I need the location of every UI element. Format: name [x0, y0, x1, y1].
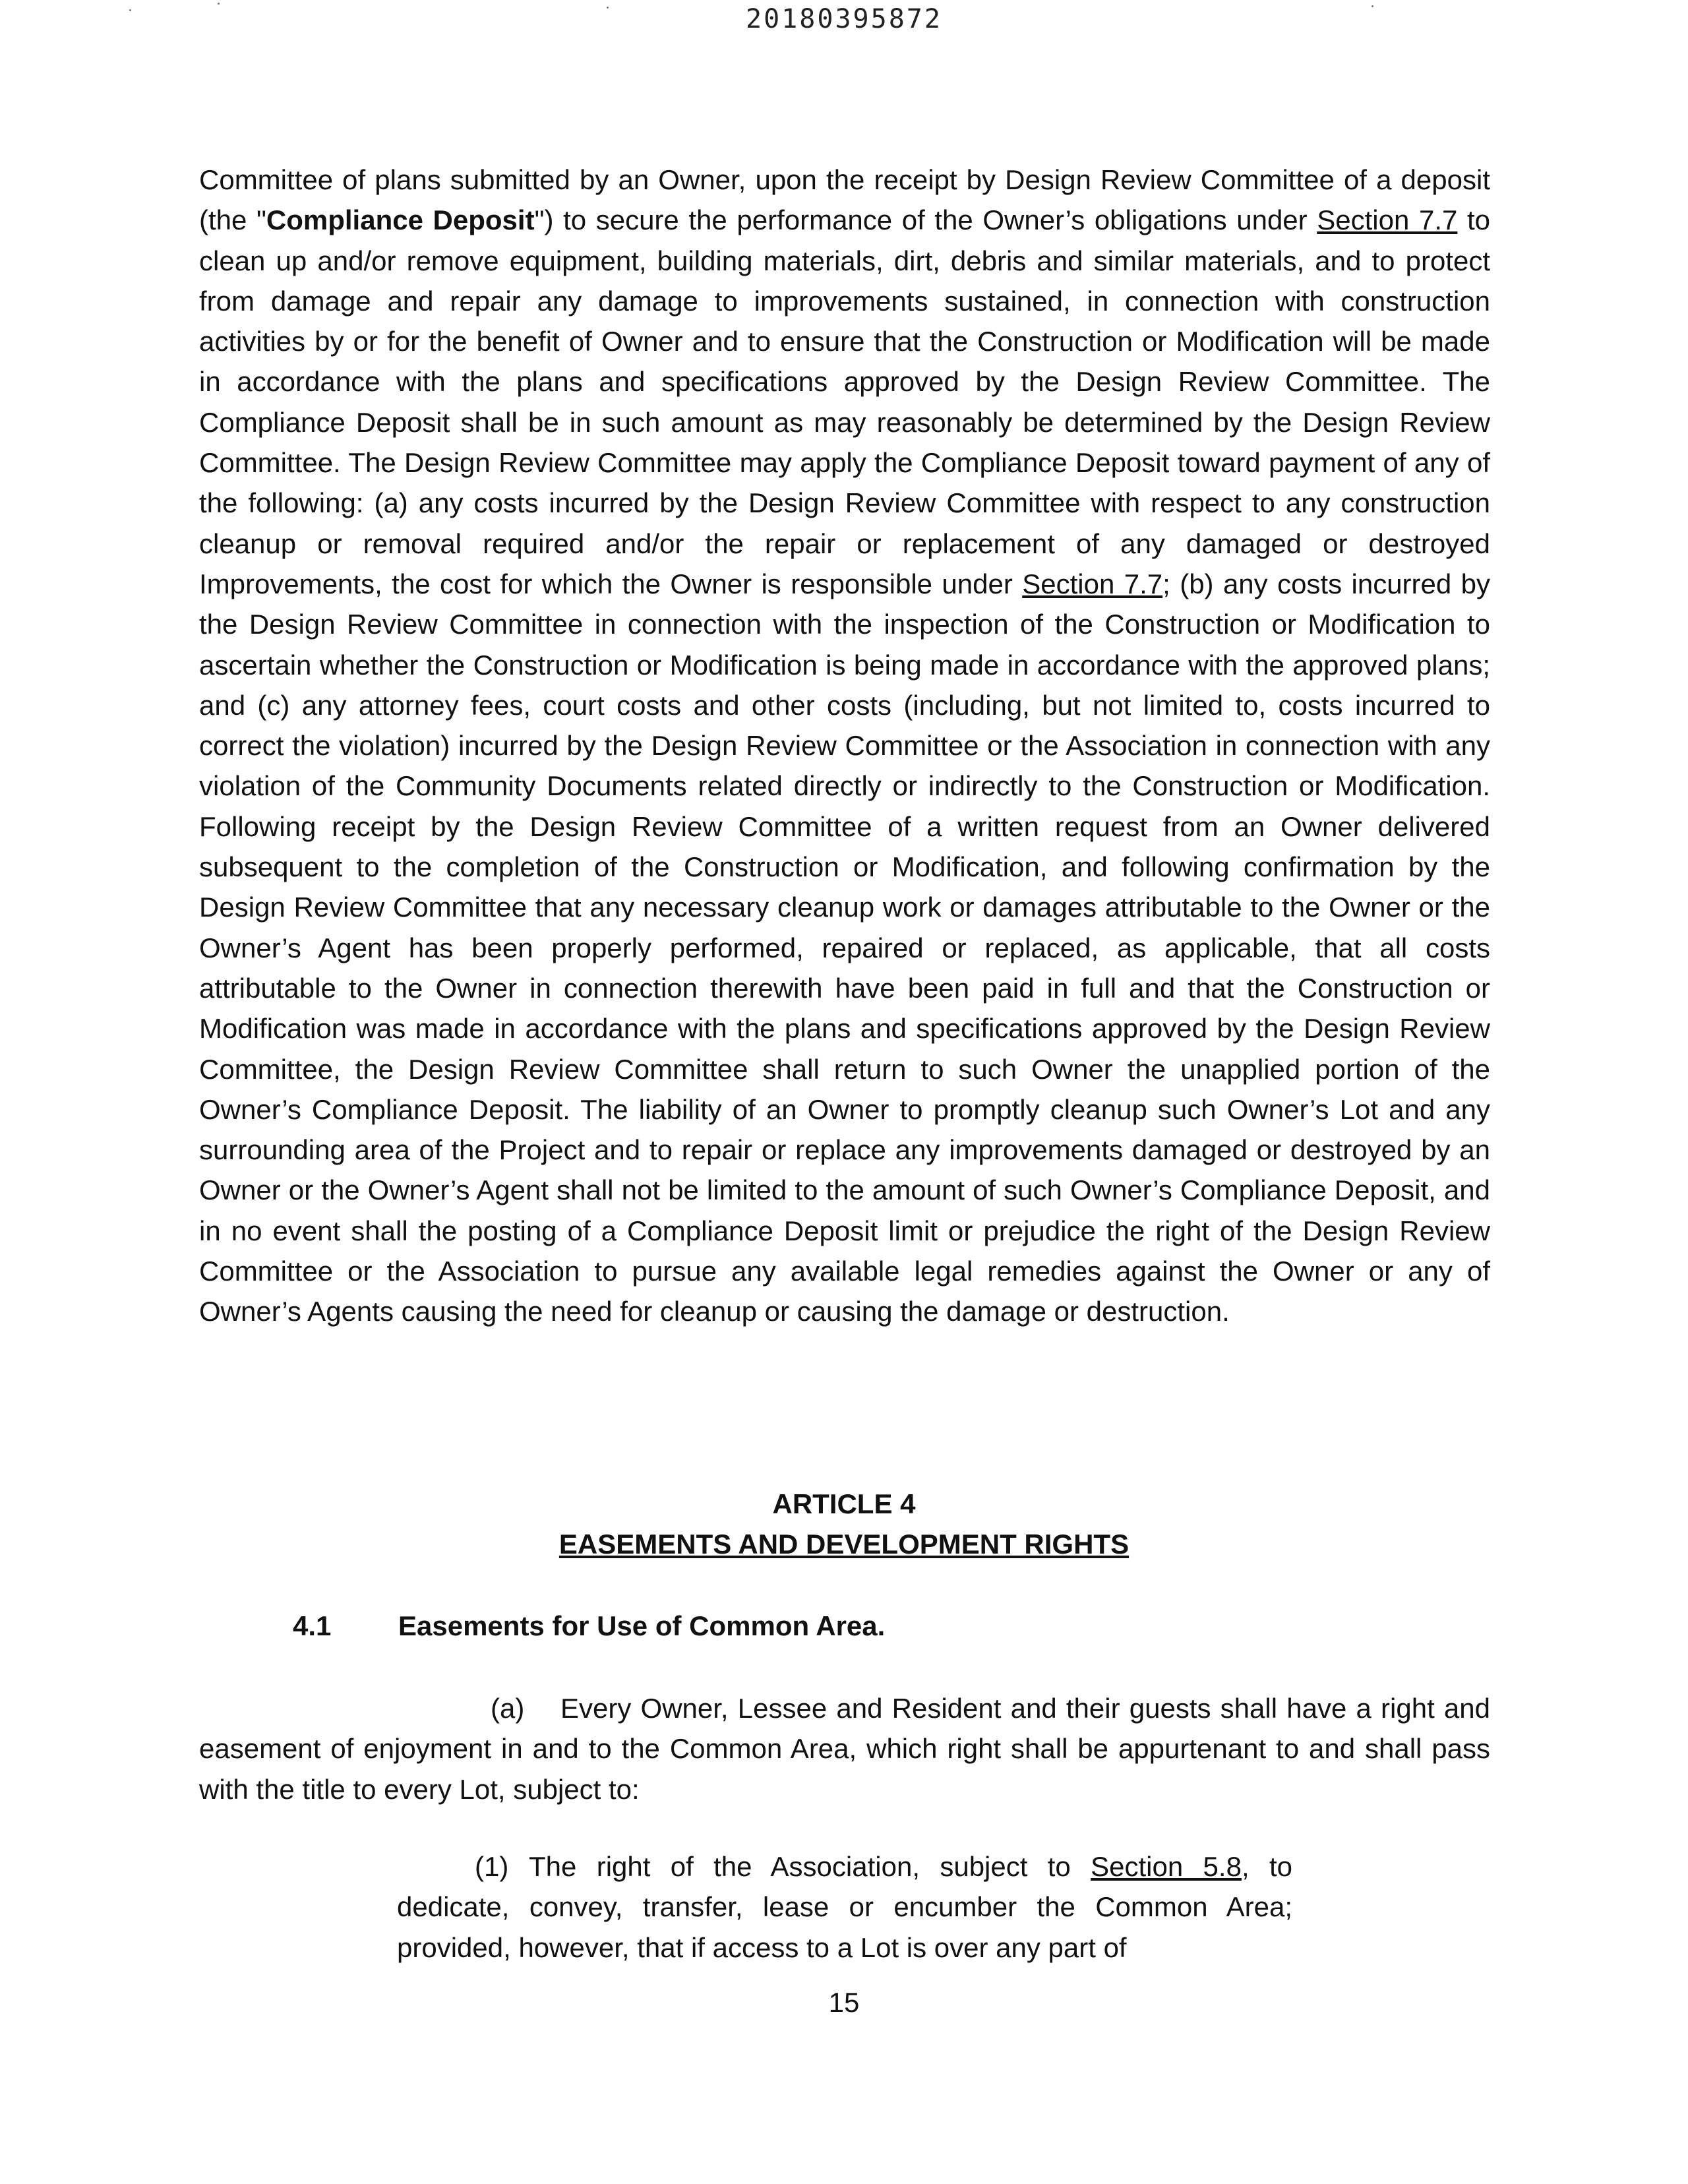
indent [397, 1851, 475, 1882]
indent [199, 1693, 491, 1724]
subsection-a-paragraph [199, 1688, 1490, 1809]
compliance-deposit-paragraph [199, 160, 1490, 1332]
section-number: 4.1 [293, 1610, 332, 1641]
defined-term: Compliance Deposit [266, 204, 535, 236]
article-title: EASEMENTS AND DEVELOPMENT RIGHTS [558, 1529, 1130, 1560]
section-reference: Section 7.7 [1317, 204, 1458, 236]
text-run: ") to secure the performance of the Owner’s obligations under [534, 204, 1317, 236]
subsection-marker: (a) [491, 1693, 525, 1724]
text-run: Committee of plans submitted by an Owner, upon the receipt by Design Review Committee of a deposit (the " [199, 164, 1490, 236]
document-number: 20180395872 [746, 4, 942, 34]
section-reference: Section 7.7 [1022, 568, 1163, 599]
subsection-text: Every Owner, Lessee and Resident and their guests shall have a right and easement of enjoyment in and to the Common Area, which right shall be appurtenant to and shall pass with the title to every Lot, subject to: [199, 1693, 1490, 1805]
text-run: ; (b) any costs incurred by the Design Review Committee in connection with the inspection of the Construction or Modification to ascertain whether the Construction or Modification is being made in accordance with the approved plans; and (c) any attorney fees, court costs and other costs (including, but not limited to, costs incurred to correct the violation) incurred by the Design Review Committee or the Association in connection with any violation of the Community Documents related directly or indirectly to the Construction or Modification. Following receipt by the Design Review Committee of a written request from an Owner delivered subsequent to the completion of the Construction or Modification, and following confirmation by the Design Review Committee that any necessary cleanup work or damages attributable to the Owner or the Owner’s Agent has been properly performed, repaired or replaced, as applicable, that all costs attributable to the Owner in connection therewith have been paid in full and that the Construction or Modification was made in accordance with the plans and specifications approved by the Design Review Committee, the Design Review Committee shall return to such Owner the unapplied portion of the Owner’s Compliance Deposit. The liability of an Owner to promptly cleanup such Owner’s Lot and any surrounding area of the Project and to repair or replace any improvements damaged or destroyed by an Owner or the Owner’s Agent shall not be limited to the amount of such Owner’s Compliance Deposit, and in no event shall the posting of a Compliance Deposit limit or prejudice the right of the Design Review Committee or the Association to pursue any available legal remedies against the Owner or any of Owner’s Agents causing the need for cleanup or causing the damage or destruction. [199, 568, 1490, 1327]
section-heading [293, 1606, 885, 1646]
text-run: The right of the Association, subject to [529, 1851, 1091, 1882]
page-number: 15 [828, 1987, 860, 2018]
text-run: to clean up and/or remove equipment, building materials, dirt, debris and similar materials, and to protect from damage and repair any damage to improvements sustained, in connection with construction activities by or for the benefit of Owner and to ensure that the Construction or Modification will be made in accordance with the plans and specifications approved by the Design Review Committee. The Compliance Deposit shall be in such amount as may reasonably be determined by the Design Review Committee. The Design Review Committee may apply the Compliance Deposit toward payment of any of the following: (a) any costs incurred by the Design Review Committee with respect to any construction cleanup or removal required and/or the repair or replacement of any damaged or destroyed Improvements, the cost for which the Owner is responsible under [199, 204, 1490, 599]
article-label: ARTICLE 4 [772, 1488, 916, 1519]
clause-1-paragraph [397, 1846, 1292, 1968]
section-title: Easements for Use of Common Area. [398, 1610, 886, 1641]
section-reference: Section 5.8 [1091, 1851, 1242, 1882]
clause-marker: (1) [475, 1851, 509, 1882]
text-run: , to dedicate, convey, transfer, lease or encumber the Common Area; provided, however, that if access to a Lot is over any part of [397, 1851, 1292, 1963]
